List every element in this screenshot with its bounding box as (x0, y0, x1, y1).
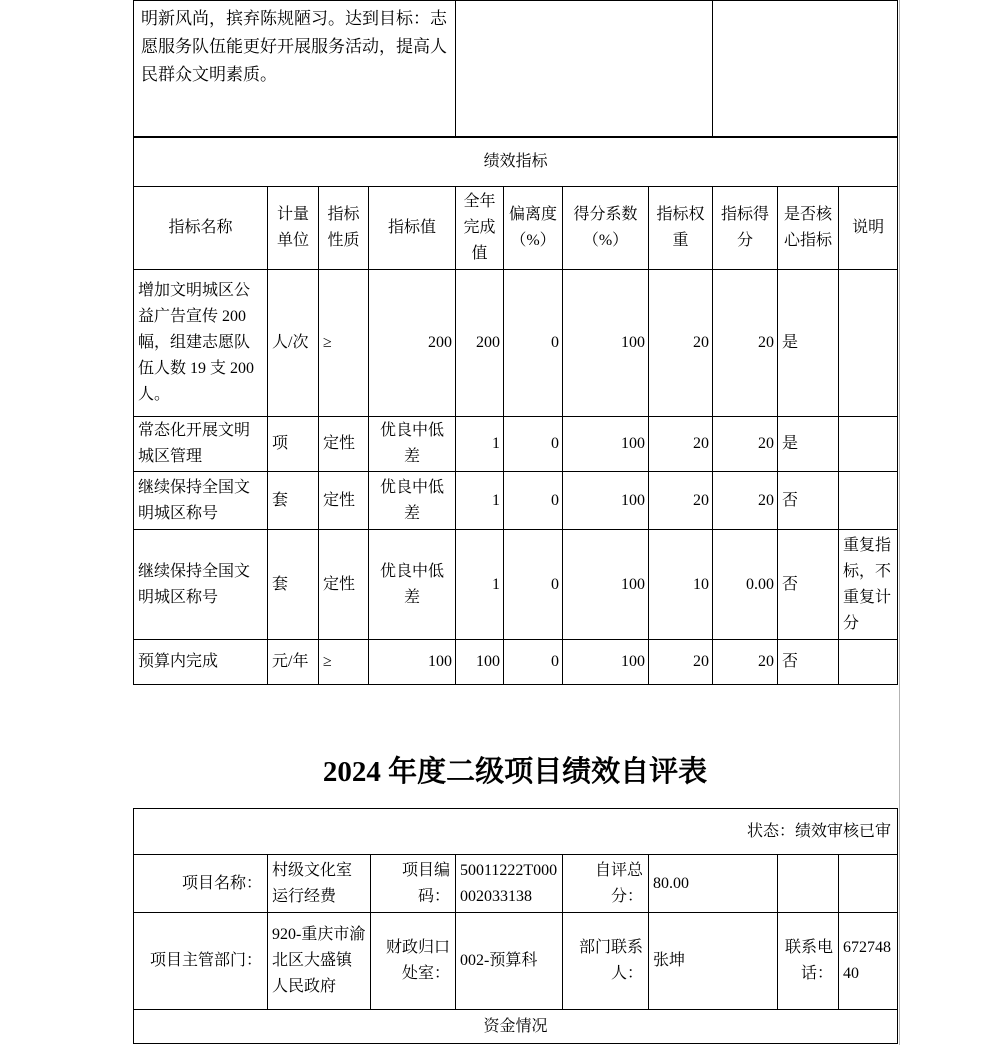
cell-indicator-name: 常态化开展文明城区管理 (134, 417, 268, 472)
finance-office-label: 财政归口处室： (371, 913, 456, 1010)
cell-unit: 套 (268, 530, 319, 640)
empty-cell (778, 855, 839, 913)
cell-unit: 人/次 (268, 270, 319, 417)
empty-cell (839, 855, 898, 913)
cell-indicator-name: 增加文明城区公益广告宣传 200 幅，组建志愿队伍人数 19 支 200 人。 (134, 270, 268, 417)
cell-indicator-name: 继续保持全国文明城区称号 (134, 530, 268, 640)
self-score-value: 80.00 (649, 855, 778, 913)
cell-score: 20 (713, 640, 778, 685)
page-title: 2024 年度二级项目绩效自评表 (322, 756, 708, 788)
cell-target-value: 优良中低差 (369, 472, 456, 530)
cell-deviation: 0 (504, 417, 563, 472)
cell-unit: 套 (268, 472, 319, 530)
goal-empty-cell-2 (713, 1, 898, 137)
supervising-dept-value: 920-重庆市渝北区大盛镇人民政府 (268, 913, 371, 1010)
status-text: 状态：绩效审核已审 (134, 809, 898, 855)
finance-office-value: 002-预算科 (456, 913, 563, 1010)
cell-score-coef: 100 (563, 530, 649, 640)
page-boundary-line (899, 0, 900, 1045)
header-target-value: 指标值 (369, 187, 456, 270)
cell-unit: 元/年 (268, 640, 319, 685)
phone-label: 联系电话： (778, 913, 839, 1010)
spacer (133, 685, 897, 747)
supervising-dept-label: 项目主管部门： (134, 913, 268, 1010)
goal-section-table (133, 0, 898, 137)
cell-core-indicator: 是 (778, 270, 839, 417)
dept-contact-value: 张坤 (649, 913, 778, 1010)
cell-nature: 定性 (319, 530, 369, 640)
cell-deviation: 0 (504, 270, 563, 417)
goal-text-cell: 明新风尚，摈弃陈规陋习。达到目标：志愿服务队伍能更好开展服务活动，提高人民群众文明素质。 (134, 1, 456, 137)
cell-core-indicator: 是 (778, 417, 839, 472)
cell-core-indicator: 否 (778, 472, 839, 530)
header-core-indicator: 是否核心指标 (778, 187, 839, 270)
dept-contact-label: 部门联系人： (563, 913, 649, 1010)
cell-score-coef: 100 (563, 640, 649, 685)
cell-note (839, 472, 898, 530)
goal-empty-cell-1 (456, 1, 713, 137)
cell-nature: 定性 (319, 417, 369, 472)
header-indicator-name: 指标名称 (134, 187, 268, 270)
project-code-label: 项目编码： (371, 855, 456, 913)
cell-score-coef: 100 (563, 417, 649, 472)
cell-nature: 定性 (319, 472, 369, 530)
cell-weight: 20 (649, 270, 713, 417)
cell-core-indicator: 否 (778, 530, 839, 640)
cell-target-value: 100 (369, 640, 456, 685)
cell-score: 20 (713, 417, 778, 472)
cell-note: 重复指标，不重复计分 (839, 530, 898, 640)
self-score-label: 自评总分： (563, 855, 649, 913)
cell-weight: 20 (649, 640, 713, 685)
cell-nature: ≥ (319, 270, 369, 417)
document-page (133, 0, 897, 1044)
cell-target-value: 优良中低差 (369, 530, 456, 640)
spacer (133, 797, 897, 808)
indicators-band: 绩效指标 (134, 138, 898, 187)
project-name-value: 村级文化室运行经费 (268, 855, 371, 913)
header-annual-value: 全年完成值 (456, 187, 504, 270)
cell-score-coef: 100 (563, 472, 649, 530)
project-name-label: 项目名称： (134, 855, 268, 913)
cell-target-value: 优良中低差 (369, 417, 456, 472)
phone-value: 67274840 (839, 913, 898, 1010)
header-nature: 指标性质 (319, 187, 369, 270)
cell-weight: 20 (649, 417, 713, 472)
header-score: 指标得分 (713, 187, 778, 270)
header-deviation: 偏离度（%） (504, 187, 563, 270)
cell-deviation: 0 (504, 640, 563, 685)
cell-unit: 项 (268, 417, 319, 472)
funds-band: 资金情况 (134, 1010, 898, 1044)
cell-deviation: 0 (504, 472, 563, 530)
cell-indicator-name: 继续保持全国文明城区称号 (134, 472, 268, 530)
cell-core-indicator: 否 (778, 640, 839, 685)
cell-annual-value: 1 (456, 472, 504, 530)
cell-weight: 10 (649, 530, 713, 640)
indicator-table (133, 137, 898, 685)
header-score-coef: 得分系数（%） (563, 187, 649, 270)
project-info-table (133, 808, 898, 1044)
cell-indicator-name: 预算内完成 (134, 640, 268, 685)
cell-weight: 20 (649, 472, 713, 530)
cell-score: 20 (713, 270, 778, 417)
cell-score-coef: 100 (563, 270, 649, 417)
cell-annual-value: 1 (456, 417, 504, 472)
cell-note (839, 640, 898, 685)
cell-note (839, 270, 898, 417)
header-unit: 计量单位 (268, 187, 319, 270)
cell-annual-value: 1 (456, 530, 504, 640)
cell-nature: ≥ (319, 640, 369, 685)
cell-note (839, 417, 898, 472)
header-weight: 指标权重 (649, 187, 713, 270)
project-code-value: 50011222T000002033138 (456, 855, 563, 913)
header-note: 说明 (839, 187, 898, 270)
cell-score: 20 (713, 472, 778, 530)
cell-score: 0.00 (713, 530, 778, 640)
cell-target-value: 200 (369, 270, 456, 417)
cell-annual-value: 200 (456, 270, 504, 417)
cell-annual-value: 100 (456, 640, 504, 685)
cell-deviation: 0 (504, 530, 563, 640)
